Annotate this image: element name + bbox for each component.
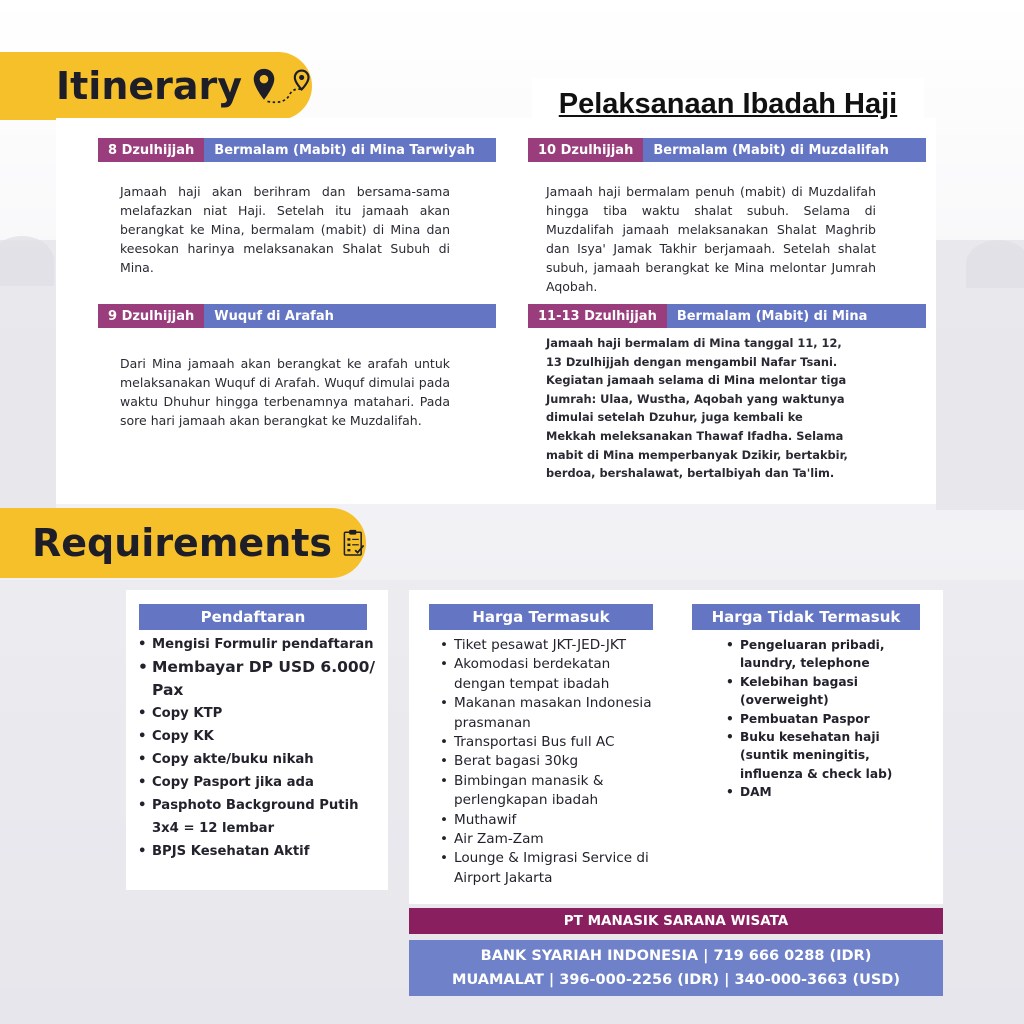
bank-line-bsi: BANK SYARIAH INDONESIA | 719 666 0288 (IDR)	[480, 948, 872, 964]
clipboard-checklist-icon	[342, 519, 366, 567]
day-header-10	[528, 138, 926, 162]
day-date: 11-13 Dzulhijjah	[528, 304, 667, 328]
day-activity: Bermalam (Mabit) di Mina Tarwiyah	[204, 138, 496, 162]
company-name-bar: PT MANASIK SARANA WISATA	[409, 908, 943, 934]
itinerary-banner	[0, 52, 312, 120]
day-header-11-13	[528, 304, 926, 328]
day-header-8	[98, 138, 496, 162]
day-activity: Bermalam (Mabit) di Muzdalifah	[643, 138, 926, 162]
list-item: • Tiket pesawat JKT-JED-JKT	[440, 636, 662, 655]
harga-termasuk-title: Harga Termasuk	[429, 604, 653, 630]
list-item: • Air Zam-Zam	[440, 830, 662, 849]
list-item: • DAM	[726, 783, 926, 801]
itinerary-heading: Itinerary	[56, 64, 243, 108]
pendaftaran-title: Pendaftaran	[139, 604, 367, 630]
bank-accounts-bar	[409, 940, 943, 996]
list-item: • BPJS Kesehatan Aktif	[138, 840, 384, 863]
list-item: • Pembuatan Paspor	[726, 710, 926, 728]
day-text-9: Dari Mina jamaah akan berangkat ke arafah untuk melaksanakan Wuquf di Arafah. Wuquf dimulai pada waktu Dhuhur hingga terbenamnya matahari. Pada sore hari jamaah akan berangkat ke Muzdalifah.	[120, 356, 450, 428]
list-item: • Bimbingan manasik & perlengkapan ibadah	[440, 772, 662, 811]
harga-tidak-termasuk-title: Harga Tidak Termasuk	[692, 604, 920, 630]
day-text-11-13: Jamaah haji bermalam di Mina tanggal 11, 12, 13 Dzulhijjah dengan mengambil Nafar Tsani. Kegiatan jamaah selama di Mina melontar tiga Jumrah: Ulaa, Wustha, Aqobah yang waktunya dimulai setelah Dzuhur, juga kembali ke Mekkah meleksanakan Thawaf Ifadha. Selama mabit di Mina memperbanyak Dzikir, bertakbir, berdoa, bershalawat, bertalbiyah dan Ta'lim.	[546, 336, 848, 481]
bank-line-muamalat: MUAMALAT | 396-000-2256 (IDR) | 340-000-3663 (USD)	[452, 972, 900, 988]
list-item: • Muthawif	[440, 811, 662, 830]
background-dome-left	[0, 236, 54, 286]
list-item: • Pasphoto Background Putih 3x4 = 12 lembar	[138, 794, 384, 840]
list-item: • Copy KK	[138, 725, 384, 748]
list-item: • Buku kesehatan haji (suntik meningitis, influenza & check lab)	[726, 728, 926, 783]
day-date: 10 Dzulhijjah	[528, 138, 643, 162]
day-text-10: Jamaah haji bermalam penuh (mabit) di Muzdalifah hingga tiba waktu shalat subuh. Selama di Muzdalifah jamaah melaksanakan Shalat Maghrib dan Isya' Jamak Takhir berjamaah. Setelah shalat subuh, jamaah berangkat ke Mina melontar Jumrah Aqobah.	[546, 184, 876, 294]
list-item: • Makanan masakan Indonesia prasmanan	[440, 694, 662, 733]
list-item: • Akomodasi berdekatan dengan tempat ibadah	[440, 655, 662, 694]
list-item: • Mengisi Formulir pendaftaran	[138, 633, 384, 656]
list-item: • Pengeluaran pribadi, laundry, telephone	[726, 636, 926, 673]
list-item: • Membayar DP USD 6.000/ Pax	[138, 656, 384, 702]
day-activity: Wuquf di Arafah	[204, 304, 496, 328]
harga-tidak-termasuk-list	[726, 636, 926, 802]
harga-termasuk-list	[440, 636, 662, 888]
list-item: • Copy akte/buku nikah	[138, 748, 384, 771]
list-item: • Berat bagasi 30kg	[440, 752, 662, 771]
itinerary-title: Pelaksanaan Ibadah Haji	[532, 78, 924, 130]
list-item: • Lounge & Imigrasi Service di Airport Jakarta	[440, 849, 662, 888]
map-route-icon	[252, 62, 312, 110]
day-date: 8 Dzulhijjah	[98, 138, 204, 162]
list-item: • Transportasi Bus full AC	[440, 733, 662, 752]
list-item: • Copy KTP	[138, 702, 384, 725]
day-text-8: Jamaah haji akan berihram dan bersama-sama melafazkan niat Haji. Setelah itu jamaah akan berangkat ke Mina, bermalam (mabit) di Mina dan keesokan harinya melaksanakan Shalat Subuh di Mina.	[120, 184, 450, 275]
background-dome-right	[966, 240, 1024, 288]
day-header-9	[98, 304, 496, 328]
day-activity: Bermalam (Mabit) di Mina	[667, 304, 926, 328]
requirements-heading: Requirements	[32, 521, 333, 565]
day-date: 9 Dzulhijjah	[98, 304, 204, 328]
list-item: • Copy Pasport jika ada	[138, 771, 384, 794]
pendaftaran-list	[138, 633, 384, 863]
list-item: • Kelebihan bagasi (overweight)	[726, 673, 926, 710]
requirements-banner	[0, 508, 366, 578]
